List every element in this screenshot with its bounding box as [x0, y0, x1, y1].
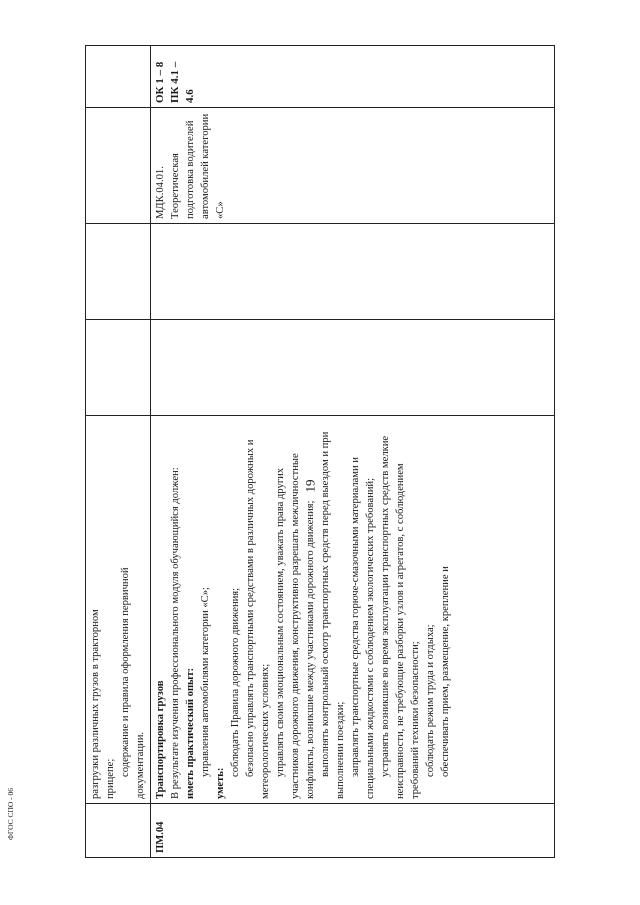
skill-item: обеспечивать прием, размещение, крепление и [440, 566, 451, 777]
footer-code: ФГОС СПО - 06 [6, 787, 15, 840]
skill-item: устранять возникшие во время эксплуатации транспортных средств мелкие неисправности, не требующие разборки узлов и агрегатов, с соблюдением требований техники безопасности; [380, 435, 421, 799]
hours-cell-empty [86, 320, 151, 416]
skill-item: выполнять контрольный осмотр транспортных средств перед выездом и при выполнении поездки; [320, 431, 346, 799]
page-number: 19 [302, 479, 318, 493]
skill-item: управлять своим эмоциональным состоянием, уважать права других участников дорожного движения, конструктивно разрешать межличностные конфликты, возникшие между участниками дорожного движения; [275, 453, 316, 799]
module-code: ПМ.04 [151, 804, 555, 858]
skill-item: соблюдать Правила дорожного движения; [230, 587, 241, 777]
skills-label: уметь: [215, 767, 226, 799]
table-row-pm04 [151, 46, 555, 858]
code-cell-empty [86, 804, 151, 858]
mdk-cell: МДК.04.01. Теоретическая подготовка водителей автомобилей категории «С» [151, 108, 555, 224]
competence-cell-empty [86, 46, 151, 108]
module-title: Транспортировка грузов [155, 680, 166, 799]
rotated-table-sheet [85, 46, 555, 858]
mdk-cell-empty [86, 108, 151, 224]
experience-label: иметь практический опыт: [185, 667, 196, 799]
curriculum-table [85, 45, 555, 858]
hours-cell-empty [86, 224, 151, 320]
pk-competences: ПК 4.1 – 4.6 [169, 61, 196, 103]
module-content-cell [151, 416, 555, 804]
skill-item: заправлять транспортные средства горюче-смазочными материалами и специальными жидкостями с соблюдением экологических требований; [350, 457, 376, 799]
table-row-previous [86, 46, 151, 858]
text-line: содержание и правила оформления первичной [120, 567, 131, 777]
text-line: документации. [135, 731, 146, 799]
hours-cell-empty [151, 224, 555, 320]
hours-cell-empty [151, 320, 555, 416]
content-cell-previous [86, 416, 151, 804]
text-line: прицепе; [105, 758, 116, 799]
skill-item: безопасно управлять транспортными средствами в различных дорожных и метеорологических условиях; [245, 439, 271, 799]
competence-cell [151, 46, 555, 108]
module-intro: В результате изучения профессионального модуля обучающийся должен: [170, 467, 181, 799]
skill-item: соблюдать режим труда и отдыха; [425, 624, 436, 777]
ok-competences: ОК 1 – 8 [154, 61, 166, 103]
text-line: разгрузки различных грузов в тракторном [90, 609, 101, 799]
experience-item: управления автомобилями категории «С»; [200, 587, 211, 777]
